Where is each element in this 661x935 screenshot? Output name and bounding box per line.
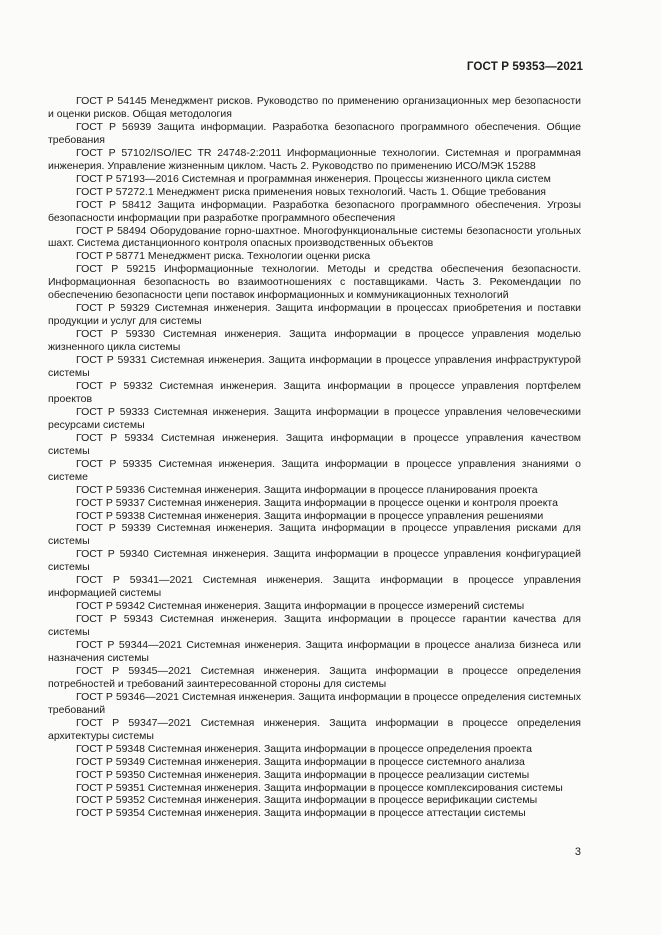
reference-item: ГОСТ Р 59347—2021 Системная инженерия. Защита информации в процессе определения архитектуры системы — [48, 716, 581, 742]
reference-item: ГОСТ Р 59341—2021 Системная инженерия. Защита информации в процессе управления информацией системы — [48, 574, 581, 600]
reference-item: ГОСТ Р 59335 Системная инженерия. Защита информации в процессе управления знаниями о системе — [48, 457, 581, 483]
reference-item: ГОСТ Р 58494 Оборудование горно-шахтное. Многофункциональные системы безопасности угольных шахт. Система дистанционного контроля опасных производственных объектов — [48, 224, 581, 250]
reference-item: ГОСТ Р 59336 Системная инженерия. Защита информации в процессе планирования проекта — [76, 483, 538, 496]
reference-item: ГОСТ Р 59343 Системная инженерия. Защита информации в процессе гарантии качества для системы — [48, 613, 581, 639]
reference-item: ГОСТ Р 59350 Системная инженерия. Защита информации в процессе реализации системы — [76, 768, 530, 781]
reference-item: ГОСТ Р 57193—2016 Системная и программная инженерия. Процессы жизненного цикла систем — [76, 172, 551, 185]
reference-item: ГОСТ Р 59337 Системная инженерия. Защита информации в процессе оценки и контроля проекта — [76, 496, 558, 509]
reference-item: ГОСТ Р 57272.1 Менеджмент риска применения новых технологий. Часть 1. Общие требования — [76, 185, 546, 198]
reference-item: ГОСТ Р 59352 Системная инженерия. Защита информации в процессе верификации системы — [76, 794, 538, 807]
reference-item: ГОСТ Р 59215 Информационные технологии. Методы и средства обеспечения безопасности. Информационная безопасность во взаимоотношениях с поставщиками. Часть 3. Рекомендации по обеспечению безопасности цепи поставок информационных и коммуникационных технологий — [48, 263, 581, 302]
reference-item: ГОСТ Р 59354 Системная инженерия. Защита информации в процессе аттестации системы — [76, 807, 526, 820]
reference-item: ГОСТ Р 59332 Системная инженерия. Защита информации в процессе управления портфелем проектов — [48, 379, 581, 405]
reference-item: ГОСТ Р 59349 Системная инженерия. Защита информации в процессе системного анализа — [76, 755, 525, 768]
page-number: 3 — [574, 846, 581, 858]
reference-item: ГОСТ Р 59345—2021 Системная инженерия. Защита информации в процессе определения потребностей и требований заинтересованной стороны для системы — [48, 664, 581, 690]
reference-item: ГОСТ Р 59329 Системная инженерия. Защита информации в процессах приобретения и поставки продукции и услуг для системы — [48, 302, 581, 328]
reference-item: ГОСТ Р 59344—2021 Системная инженерия. Защита информации в процессе анализа бизнеса или назначения системы — [48, 639, 581, 664]
reference-item: ГОСТ Р 59348 Системная инженерия. Защита информации в процессе определения проекта — [76, 742, 532, 755]
reference-item: ГОСТ Р 59338 Системная инженерия. Защита информации в процессе управления решениями — [76, 509, 544, 522]
reference-item: ГОСТ Р 58412 Защита информации. Разработка безопасного программного обеспечения. Угрозы безопасности информации при разработке программного обеспечения — [48, 198, 581, 224]
reference-item: ГОСТ Р 59340 Системная инженерия. Защита информации в процессе управления конфигурацией системы — [48, 548, 581, 574]
reference-item: ГОСТ Р 56939 Защита информации. Разработка безопасного программного обеспечения. Общие требования — [48, 120, 581, 146]
reference-item: ГОСТ Р 59339 Системная инженерия. Защита информации в процессе управления рисками для системы — [48, 522, 581, 548]
reference-item: ГОСТ Р 54145 Менеджмент рисков. Руководство по применению организационных мер безопасности и оценки рисков. Общая методология — [48, 95, 581, 120]
reference-item: ГОСТ Р 59330 Системная инженерия. Защита информации в процессе управления моделью жизненного цикла системы — [48, 328, 581, 354]
reference-item: ГОСТ Р 59351 Системная инженерия. Защита информации в процессе комплексирования системы — [76, 781, 563, 794]
reference-item: ГОСТ Р 59333 Системная инженерия. Защита информации в процессе управления человеческими ресурсами системы — [48, 405, 581, 431]
reference-item: ГОСТ Р 59331 Системная инженерия. Защита информации в процессе управления инфраструктурой системы — [48, 354, 581, 380]
reference-item: ГОСТ Р 59342 Системная инженерия. Защита информации в процессе измерений системы — [76, 600, 525, 613]
reference-item: ГОСТ Р 59346—2021 Системная инженерия. Защита информации в процессе определения системных требований — [48, 690, 581, 716]
document-header: ГОСТ Р 59353—2021 — [466, 60, 583, 73]
reference-item: ГОСТ Р 59334 Системная инженерия. Защита информации в процессе управления качеством системы — [48, 431, 581, 457]
reference-item: ГОСТ Р 57102/ISO/IEC TR 24748-2:2011 Информационные технологии. Системная и программная инженерия. Управление жизненным циклом. Часть 2. Руководство по применению ИСО/МЭК 15288 — [48, 146, 581, 172]
reference-item: ГОСТ Р 58771 Менеджмент риска. Технологии оценки риска — [76, 250, 371, 263]
normative-references-list — [48, 95, 581, 820]
